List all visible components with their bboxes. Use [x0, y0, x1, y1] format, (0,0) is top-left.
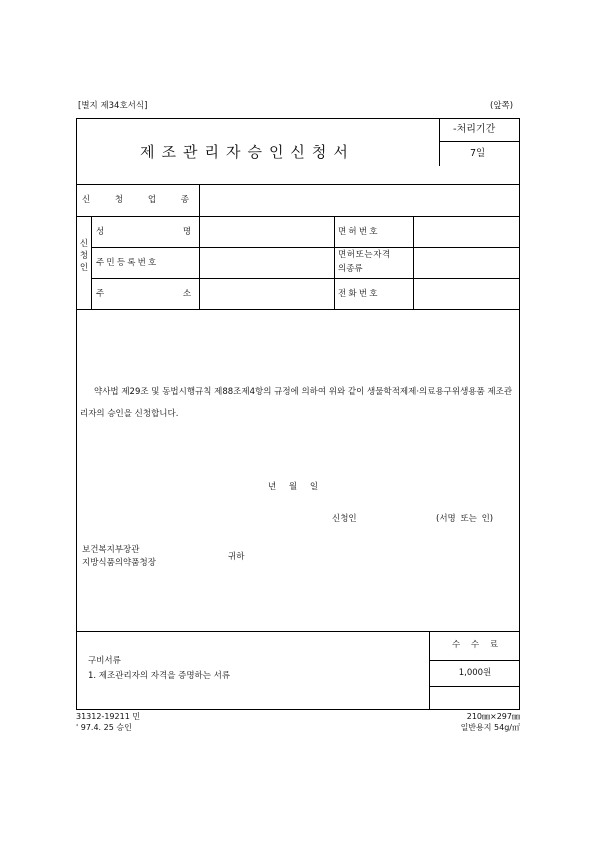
- application-statement: 약사법 제29조 및 동법시행규칙 제88조제4항의 규정에 의하여 위와 같이 생물학적제제·의료용구위생용품 제조관리자의 승인을 신청합니다.: [80, 387, 513, 419]
- phone-field[interactable]: [415, 280, 518, 308]
- resident-number-label: 주민등록번호: [96, 258, 159, 268]
- signer-label: 신청인: [332, 514, 357, 524]
- page-side-label: (앞쪽): [490, 101, 514, 111]
- form-title: 제조관리자승인신청서: [140, 143, 355, 161]
- paper-type: 일반용지 54g/㎡: [460, 723, 520, 732]
- approval-date: ' 97.4. 25 승인: [76, 723, 132, 732]
- form-code: 31312-19211 민: [76, 712, 141, 721]
- license-type-label-line1: 면허또는자격: [338, 250, 391, 260]
- business-type-label: 신 청 업 종: [82, 195, 200, 205]
- recipient-line1: 보건복지부장관: [82, 545, 140, 555]
- honorific: 귀하: [228, 552, 245, 562]
- paper-size: 210㎜×297㎜: [466, 712, 520, 721]
- phone-label: 전화번호: [338, 289, 380, 299]
- license-number-label: 면허번호: [338, 227, 380, 237]
- applicant-vertical-label: 신청인: [79, 239, 89, 273]
- name-label: 성 명: [96, 227, 192, 237]
- address-field[interactable]: [201, 280, 332, 308]
- required-documents-item: 1. 제조관리자의 자격을 증명하는 서류: [88, 671, 231, 681]
- processing-period-value: 7일: [470, 148, 486, 159]
- license-number-field[interactable]: [415, 218, 518, 246]
- date-line: 년 월 일: [268, 482, 319, 492]
- processing-period-label: -처리기간: [453, 124, 496, 135]
- license-type-field[interactable]: [415, 249, 518, 277]
- recipient-line2: 지방식품의약품청장: [82, 558, 156, 568]
- signature-hint: (서명 또는 인): [436, 514, 494, 524]
- form-number: [별지 제34호서식]: [78, 101, 148, 111]
- address-label: 주 소: [96, 289, 192, 299]
- business-type-field[interactable]: [201, 186, 518, 214]
- name-field[interactable]: [201, 218, 332, 246]
- license-type-label-line2: 의종류: [338, 264, 363, 274]
- required-documents-title: 구비서류: [88, 656, 121, 666]
- fee-value: 1,000원: [458, 668, 492, 678]
- resident-number-field[interactable]: [201, 249, 332, 277]
- fee-label: 수 수 료: [451, 640, 499, 650]
